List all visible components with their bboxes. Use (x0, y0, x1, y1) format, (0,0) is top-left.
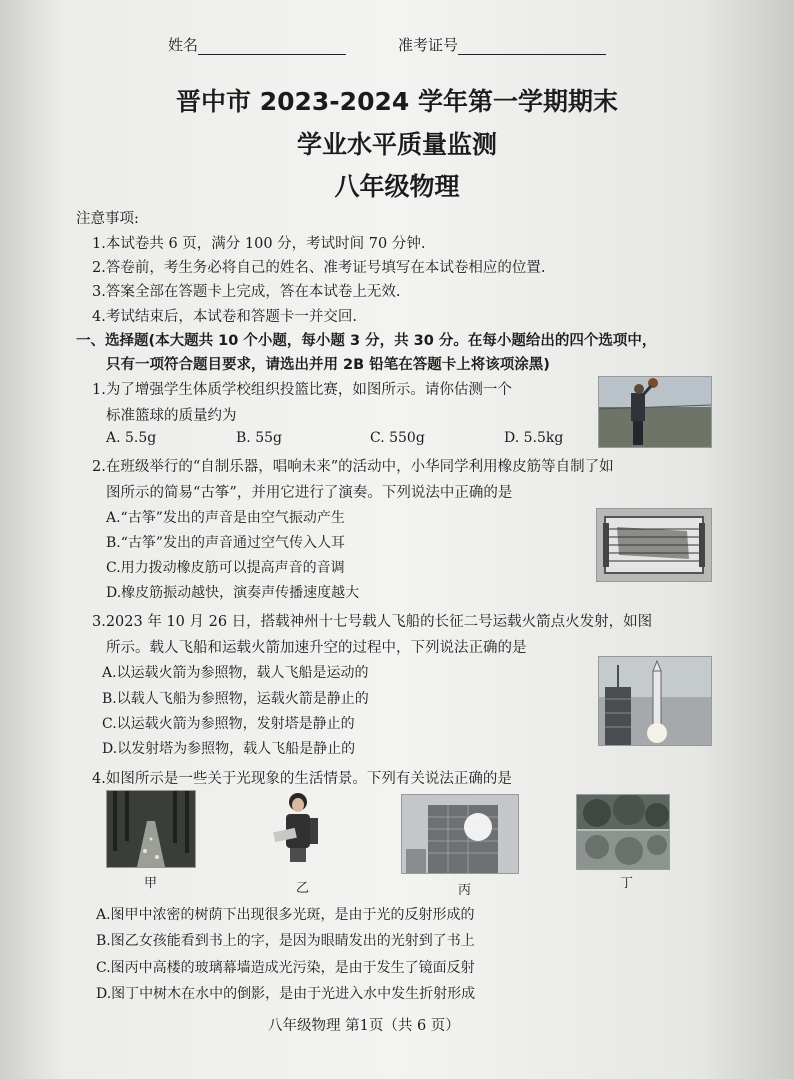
name-label: 姓名 (168, 36, 199, 54)
exam-id-field (398, 34, 606, 55)
q2-option-d: D.橡皮筋振动越快，演奏声传播速度越大 (106, 585, 360, 601)
title-line-1: 晋中市 2023-2024 学年第一学期期末 (176, 87, 618, 116)
q3-stem-cont: 所示。载人飞船和运载火箭加速升空的过程中，下列说法正确的是 (106, 640, 527, 656)
exam-id-blank (458, 40, 606, 55)
title-line-3: 八年级物理 (334, 172, 460, 201)
note-item: 2.答卷前，考生务必将自己的姓名、准考证号填写在本试卷相应的位置. (92, 260, 546, 276)
name-field (168, 34, 346, 55)
name-blank (198, 40, 346, 55)
caption-yi: 乙 (296, 881, 310, 896)
q1-option-d: D. 5.5kg (504, 430, 564, 446)
page-footer: 八年级物理 第1页（共 6 页） (268, 1018, 460, 1034)
tree-shade-photo (106, 790, 196, 868)
q3-option-d: D.以发射塔为参照物，载人飞船是静止的 (102, 741, 356, 757)
q2-option-c: C.用力拨动橡皮筋可以提高声音的音调 (106, 560, 345, 576)
q4-stem: 4.如图所示是一些关于光现象的生活情景。下列有关说法正确的是 (92, 771, 512, 787)
reflection-photo (576, 794, 670, 870)
note-item: 3.答案全部在答题卡上完成，答在本试卷上无效. (92, 284, 401, 300)
q1-stem: 1.为了增强学生体质学校组织投篮比赛，如图所示。请你估测一个 (92, 382, 512, 398)
zither-photo (596, 508, 712, 582)
caption-jia: 甲 (144, 876, 158, 891)
q4-option-a: A.图甲中浓密的树荫下出现很多光斑，是由于光的反射形成的 (96, 907, 475, 923)
q3-stem: 3.2023 年 10 月 26 日，搭载神州十七号载人飞船的长征二号运载火箭点火发射，如图 (92, 614, 653, 630)
q4-option-c: C.图丙中高楼的玻璃幕墙造成光污染，是由于发生了镜面反射 (96, 960, 475, 976)
section-heading-line-2: 只有一项符合题目要求，请选出并用 2B 铅笔在答题卡上将该项涂黑) (106, 357, 550, 373)
girl-reading-photo (264, 790, 332, 866)
q4-option-d: D.图丁中树木在水中的倒影，是由于光进入水中发生折射形成 (96, 986, 476, 1002)
note-item: 1.本试卷共 6 页，满分 100 分，考试时间 70 分钟. (92, 236, 426, 252)
q1-option-b: B. 55g (236, 430, 282, 446)
q2-stem-cont: 图所示的简易“古筝”，并用它进行了演奏。下列说法中正确的是 (106, 485, 513, 501)
q2-option-b: B.“古筝”发出的声音通过空气传入人耳 (106, 535, 346, 551)
q1-option-a: A. 5.5g (106, 430, 157, 446)
title-line-2: 学业水平质量监测 (296, 130, 497, 159)
note-item: 4.考试结束后，本试卷和答题卡一并交回. (92, 309, 357, 325)
q4-option-b: B.图乙女孩能看到书上的字，是因为眼睛发出的光射到了书上 (96, 933, 475, 949)
rocket-photo (598, 656, 712, 746)
exam-id-label: 准考证号 (398, 36, 459, 54)
caption-bing: 丙 (458, 883, 472, 898)
q2-option-a: A.“古筝”发出的声音是由空气振动产生 (106, 510, 345, 526)
basketball-photo (598, 376, 712, 448)
glass-building-photo (401, 794, 519, 874)
q1-stem-cont: 标准篮球的质量约为 (106, 408, 237, 424)
q1-option-c: C. 550g (370, 430, 425, 446)
caption-ding: 丁 (620, 876, 634, 891)
q3-option-b: B.以载人飞船为参照物，运载火箭是静止的 (102, 691, 369, 707)
q2-stem: 2.在班级举行的“自制乐器，唱响未来”的活动中，小华同学利用橡皮筋等自制了如 (92, 459, 614, 475)
notes-heading: 注意事项: (76, 211, 139, 227)
section-heading-line-1: 一、选择题(本大题共 10 个小题，每小题 3 分，共 30 分。在每小题给出的四个选项中， (76, 333, 657, 349)
q3-option-a: A.以运载火箭为参照物，载人飞船是运动的 (102, 665, 369, 681)
q3-option-c: C.以运载火箭为参照物，发射塔是静止的 (102, 716, 355, 732)
